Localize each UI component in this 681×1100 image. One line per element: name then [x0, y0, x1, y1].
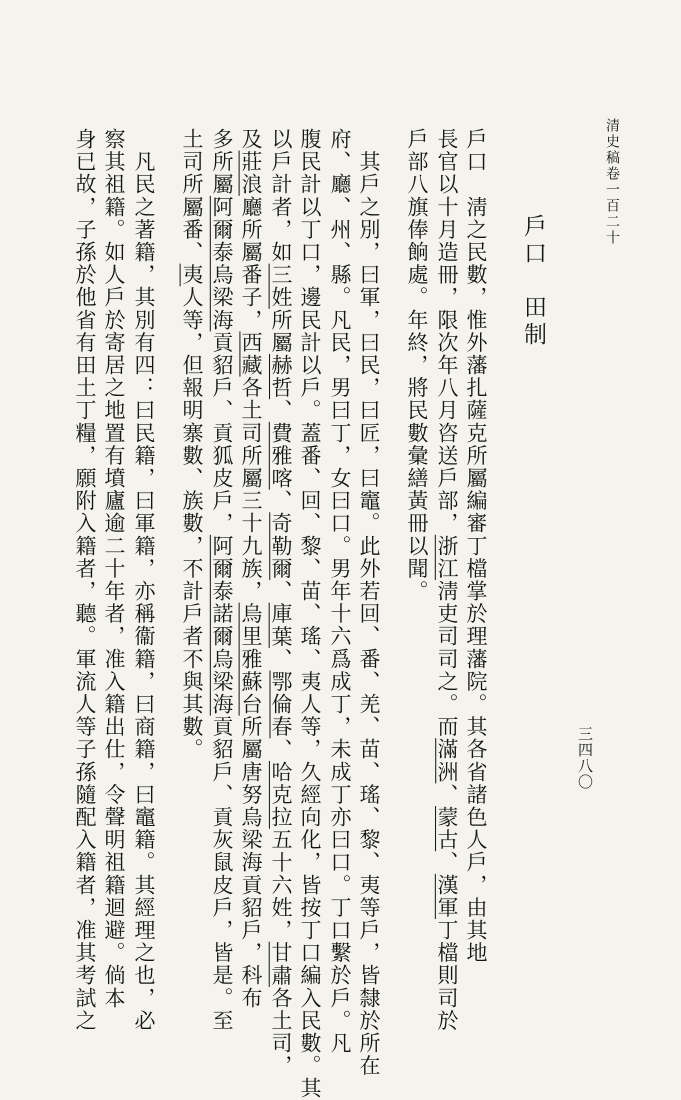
- text-segment: 淸吏司司之。而: [435, 580, 459, 739]
- section-title-part: 田制: [520, 295, 546, 349]
- text-segment: 、: [435, 783, 459, 807]
- text-segment: 多所屬: [210, 128, 234, 196]
- text-column: 察其祖籍。如人戶於寄居之地置有墳廬逾二十年者，准入籍出仕，令聲明祖籍迴避。倘本: [102, 128, 126, 1010]
- text-column: [270, 128, 292, 1077]
- text-segment: 、: [269, 399, 293, 422]
- text-segment: 烏里雅蘇台: [239, 602, 263, 716]
- text-segment: 人等，但報明寨數、族數，不計戶者不與其數。: [180, 286, 204, 761]
- text-segment: 、: [269, 647, 293, 671]
- text-segment: 甘肅: [269, 941, 293, 987]
- text-column: 府、廳、州、縣。凡民，男曰丁，女曰口。男年十六爲成丁，未成丁亦曰口。丁口繫於戶。凡: [328, 128, 352, 1055]
- text-column: 凡民之著籍，其別有四：曰民籍，曰軍籍，亦稱衞籍，曰商籍，曰竈籍。其經理之也，必: [132, 128, 156, 1032]
- text-segment: 、: [269, 489, 293, 513]
- text-column: [211, 128, 233, 1032]
- text-column: [436, 128, 458, 1032]
- text-segment: 所屬唐努烏梁海貢貂戶，科布: [239, 715, 263, 1010]
- text-segment: 奇勒爾: [269, 512, 293, 581]
- text-segment: 長官以十月造冊，限次年八月咨送戶部，: [435, 128, 459, 535]
- running-header: 清史稿卷一百二十: [604, 118, 620, 246]
- text-segment: 及: [239, 128, 263, 151]
- text-segment: 、: [269, 580, 293, 603]
- text-column: 其戶之別，曰軍，曰民，曰匠，曰竈。此外若回、番、羌、苗、瑤、黎、夷等戶，皆隸於所在: [357, 128, 381, 1078]
- text-column: [181, 128, 203, 761]
- text-column: 腹民計以丁口，邊民計以戶。蓋番、回、黎、苗、瑤、夷人等，久經向化，皆按丁口編入民數。其: [298, 128, 322, 1100]
- text-column: 戶口 淸之民數，惟外藩扎薩克所屬編審丁檔掌於理藩院。其各省諸色人戶，由其地: [464, 128, 488, 965]
- text-segment: 土司所屬番、: [180, 128, 204, 264]
- text-segment: 哈克拉: [269, 760, 293, 829]
- text-segment: 貢貂戶、貢灰鼠皮戶，皆是。至: [210, 715, 234, 1033]
- page-number: 三四八〇: [576, 726, 594, 790]
- text-segment: 費雅喀: [269, 421, 293, 490]
- section-title-part: 戶口: [520, 214, 546, 295]
- text-segment: 蒙古: [435, 806, 459, 852]
- text-column: [240, 128, 262, 1009]
- text-segment: 庫葉: [269, 602, 293, 648]
- text-segment: 廳所屬番子，: [239, 195, 263, 332]
- text-segment: 漢軍: [435, 873, 459, 920]
- text-segment: 夷: [180, 263, 204, 287]
- text-segment: 阿爾泰諾爾烏梁海: [210, 534, 234, 716]
- text-column: 戶部八旗俸餉處。年終，將民數彙繕黃冊以聞。: [405, 128, 429, 603]
- text-segment: 五十六姓，: [269, 828, 293, 942]
- text-segment: 各土司所屬三十九族，: [239, 376, 263, 603]
- text-segment: 丁檔則司於: [435, 919, 459, 1033]
- text-segment: 、: [269, 738, 293, 761]
- text-segment: 莊浪: [239, 150, 263, 196]
- text-segment: 貢貂戶、貢狐皮戶，: [210, 331, 234, 535]
- text-segment: 浙江: [435, 534, 459, 581]
- text-segment: 以戶計者，如: [269, 128, 293, 264]
- text-segment: 各土司，: [269, 986, 293, 1078]
- text-segment: 、: [435, 851, 459, 874]
- text-segment: 三姓: [269, 263, 293, 309]
- section-title: [522, 214, 544, 349]
- text-segment: 所屬: [269, 308, 293, 355]
- text-column: 身已故，子孫於他省有田土丁糧，願附入籍者，聽。軍流人等子孫隨配入籍者，准其考試之: [73, 128, 97, 1032]
- text-segment: 阿爾泰烏梁海: [210, 195, 234, 332]
- text-segment: 赫哲: [269, 354, 293, 400]
- text-segment: 滿洲: [435, 738, 459, 784]
- text-segment: 鄂倫春: [269, 670, 293, 739]
- text-segment: 西藏: [239, 331, 263, 377]
